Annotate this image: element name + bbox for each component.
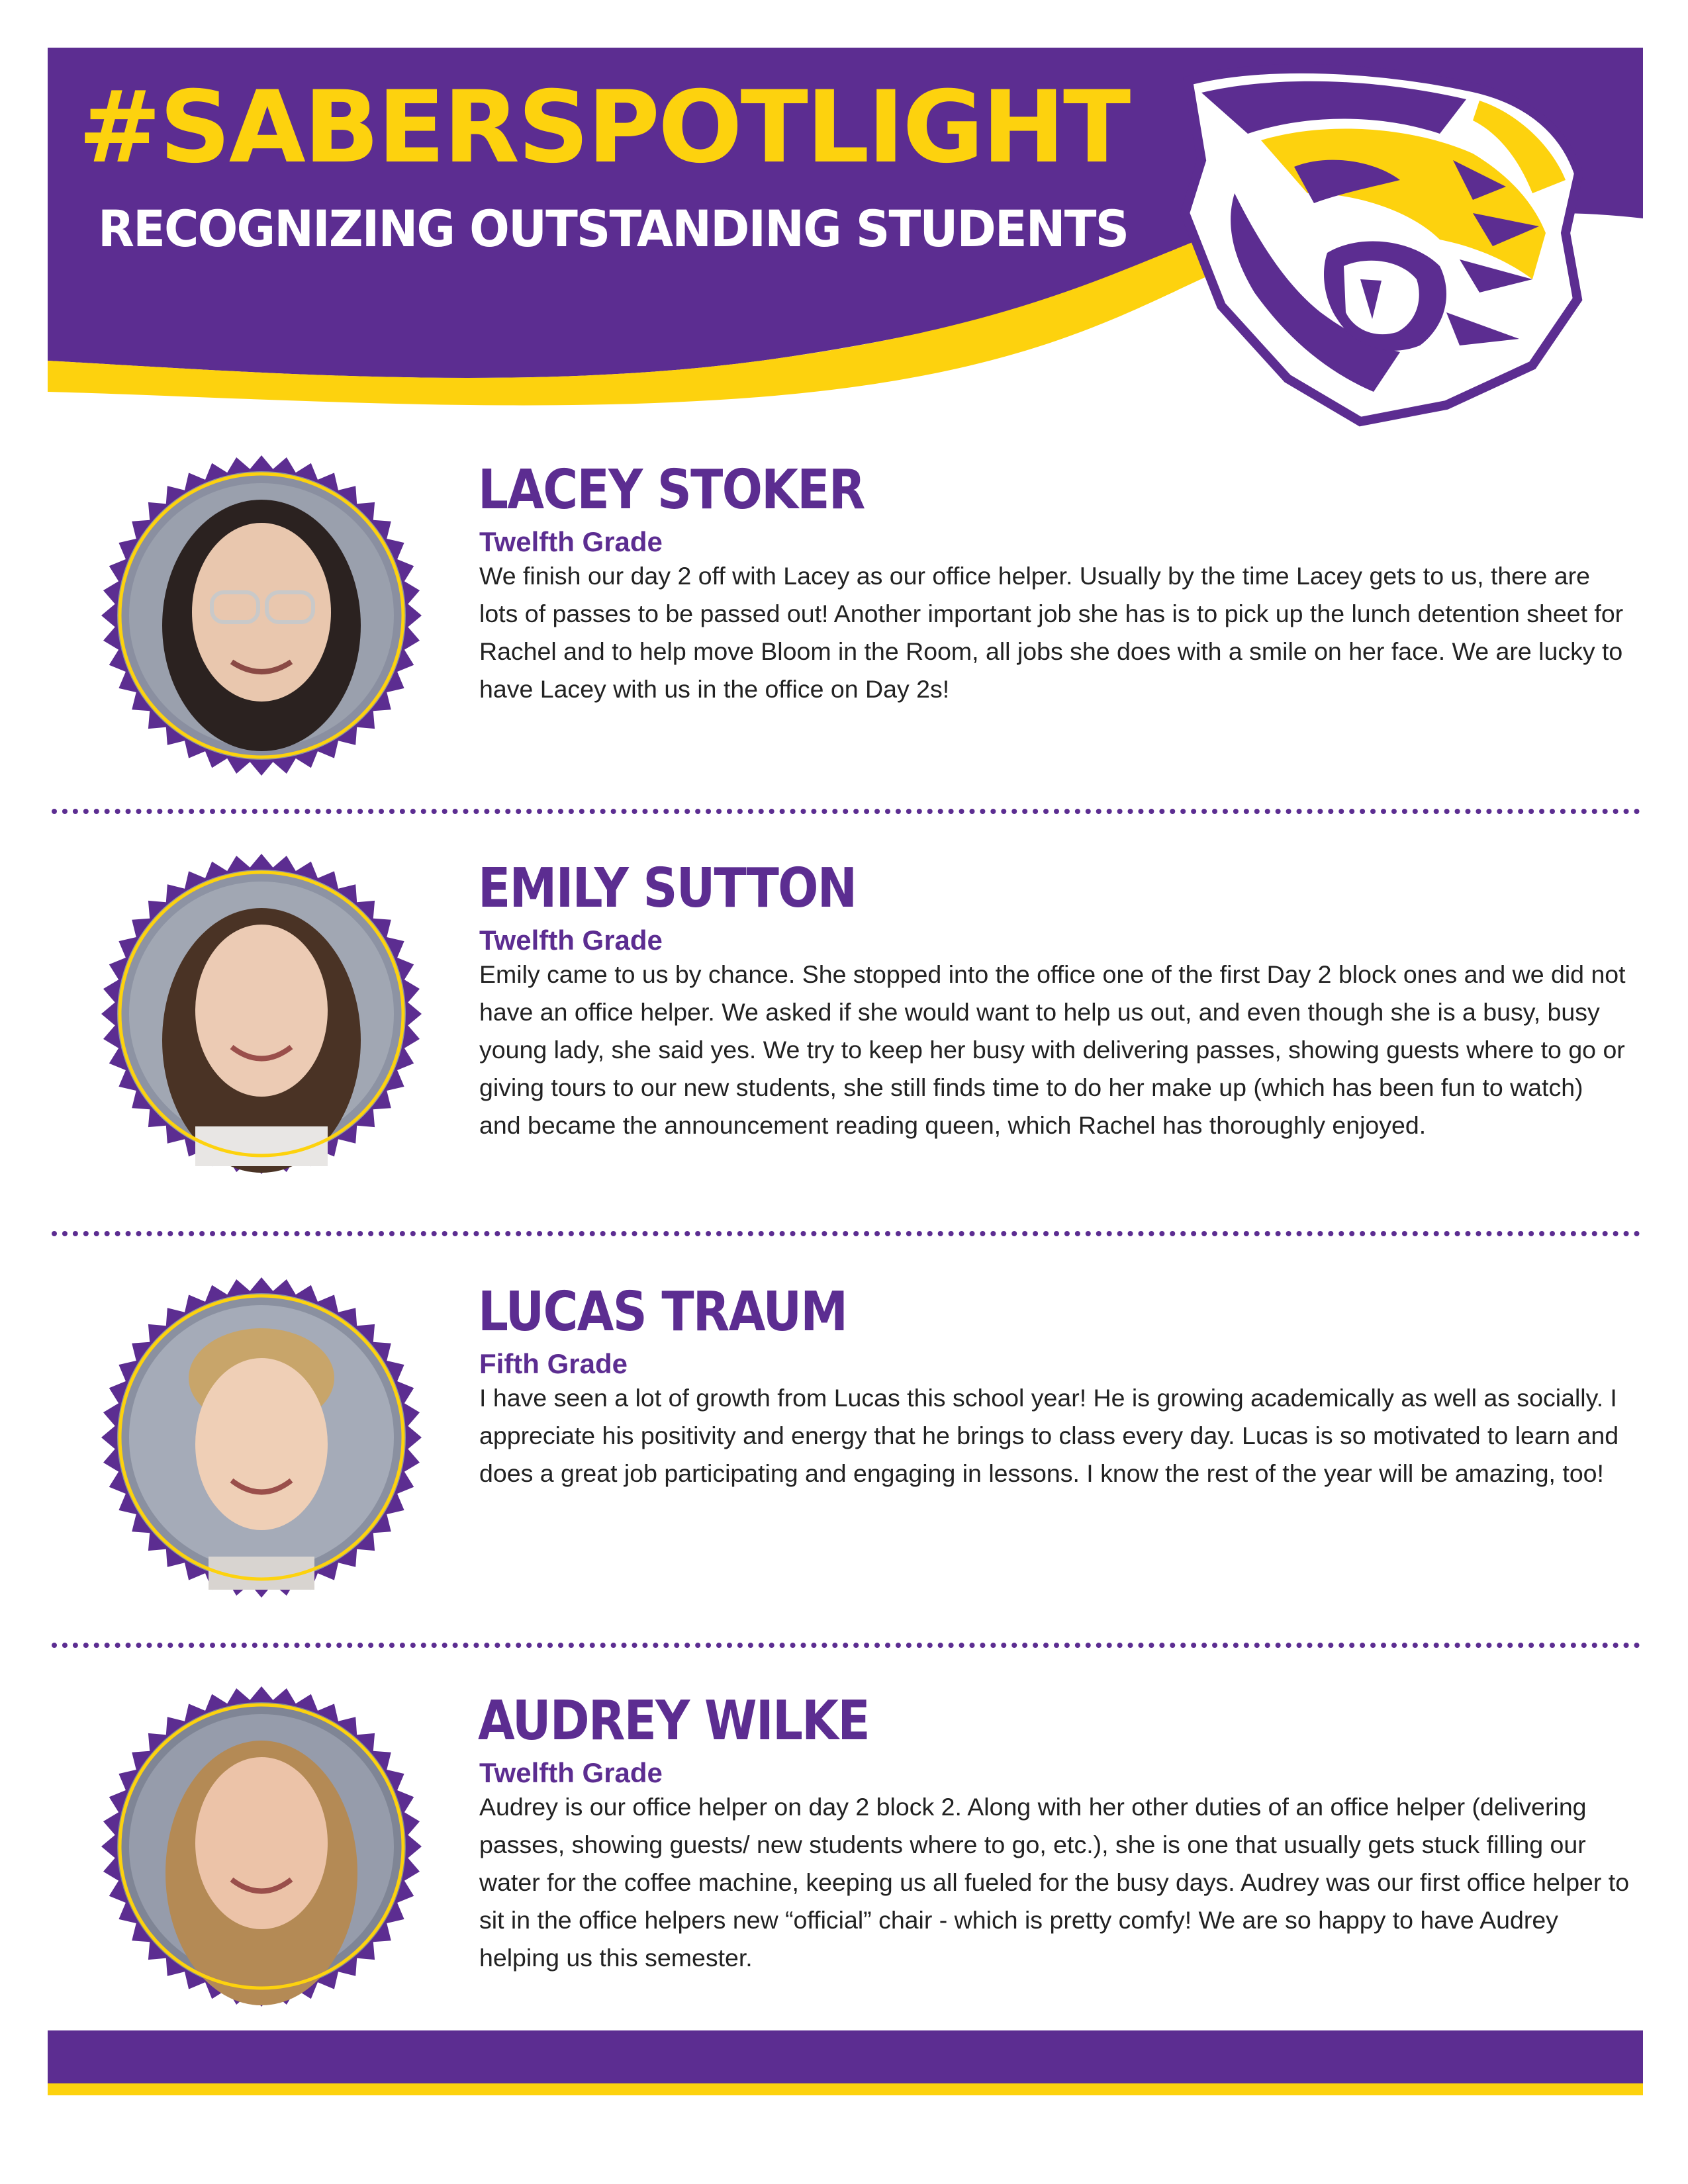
student-bio: Emily came to us by chance. She stopped into the office one of the first Day 2 block ones and we did not have an office helper. We asked if she would want to help us out, and even though she is a busy, busy young lady, she said yes. We try to keep her busy with delivering passes, showing guests where to go or giving tours to our new students, she still finds time to do her make up (which has been fun to watch) and became the announcement reading queen, which Rachel has thoroughly enjoyed. (479, 960, 1626, 1139)
footer-bar (48, 2030, 1643, 2083)
student-photo-lacey (96, 450, 427, 781)
section-divider (52, 1643, 1640, 1648)
student-grade: Twelfth Grade (479, 526, 663, 557)
page-title: #SABERSPOTLIGHT (78, 70, 1129, 185)
student-bio: We finish our day 2 off with Lacey as our office helper. Usually by the time Lacey gets to us, there are lots of passes to be passed out! Another important job she has is to pick up the lunch detention sheet for Rachel and to help move Bloom in the Room, all jobs she does with a smile on her face. We are lucky to have Lacey with us in the office on Day 2s! (479, 562, 1624, 703)
student-grade: Fifth Grade (479, 1348, 628, 1379)
student-bio: I have seen a lot of growth from Lucas this school year! He is growing academically as well as socially. I appreciate his positivity and energy that he brings to class every day. Lucas is so motivated to learn and does a great job participating and engaging in lessons. I know the rest of the year will be amazing, too! (479, 1384, 1619, 1487)
student-name: LUCAS TRAUM (478, 1281, 847, 1343)
saber-tiger-logo-icon (1162, 61, 1585, 432)
student-name: LACEY STOKER (478, 459, 865, 522)
student-bio: Audrey is our office helper on day 2 block 2. Along with her other duties of an office helper (delivering passes, showing guests/ new students where to go, etc.), she is one that usually gets stuck filling our water for the coffee machine, keeping us all fueled for the busy days. Audrey was our first office helper to sit in the office helpers new “official” chair - which is pretty comfy! We are so happy to have Audrey helping us this semester. (479, 1793, 1630, 1972)
student-grade: Twelfth Grade (479, 1757, 663, 1788)
page-subtitle: RECOGNIZING OUTSTANDING STUDENTS (98, 199, 1129, 258)
student-photo-lucas (96, 1272, 427, 1603)
section-divider (52, 1231, 1640, 1236)
footer-stripe (48, 2083, 1643, 2095)
student-grade: Twelfth Grade (479, 925, 663, 956)
section-divider (52, 809, 1640, 814)
student-photo-audrey (96, 1681, 427, 2012)
student-name: EMILY SUTTON (478, 857, 857, 920)
student-name: AUDREY WILKE (478, 1690, 869, 1752)
student-photo-emily (96, 848, 427, 1179)
